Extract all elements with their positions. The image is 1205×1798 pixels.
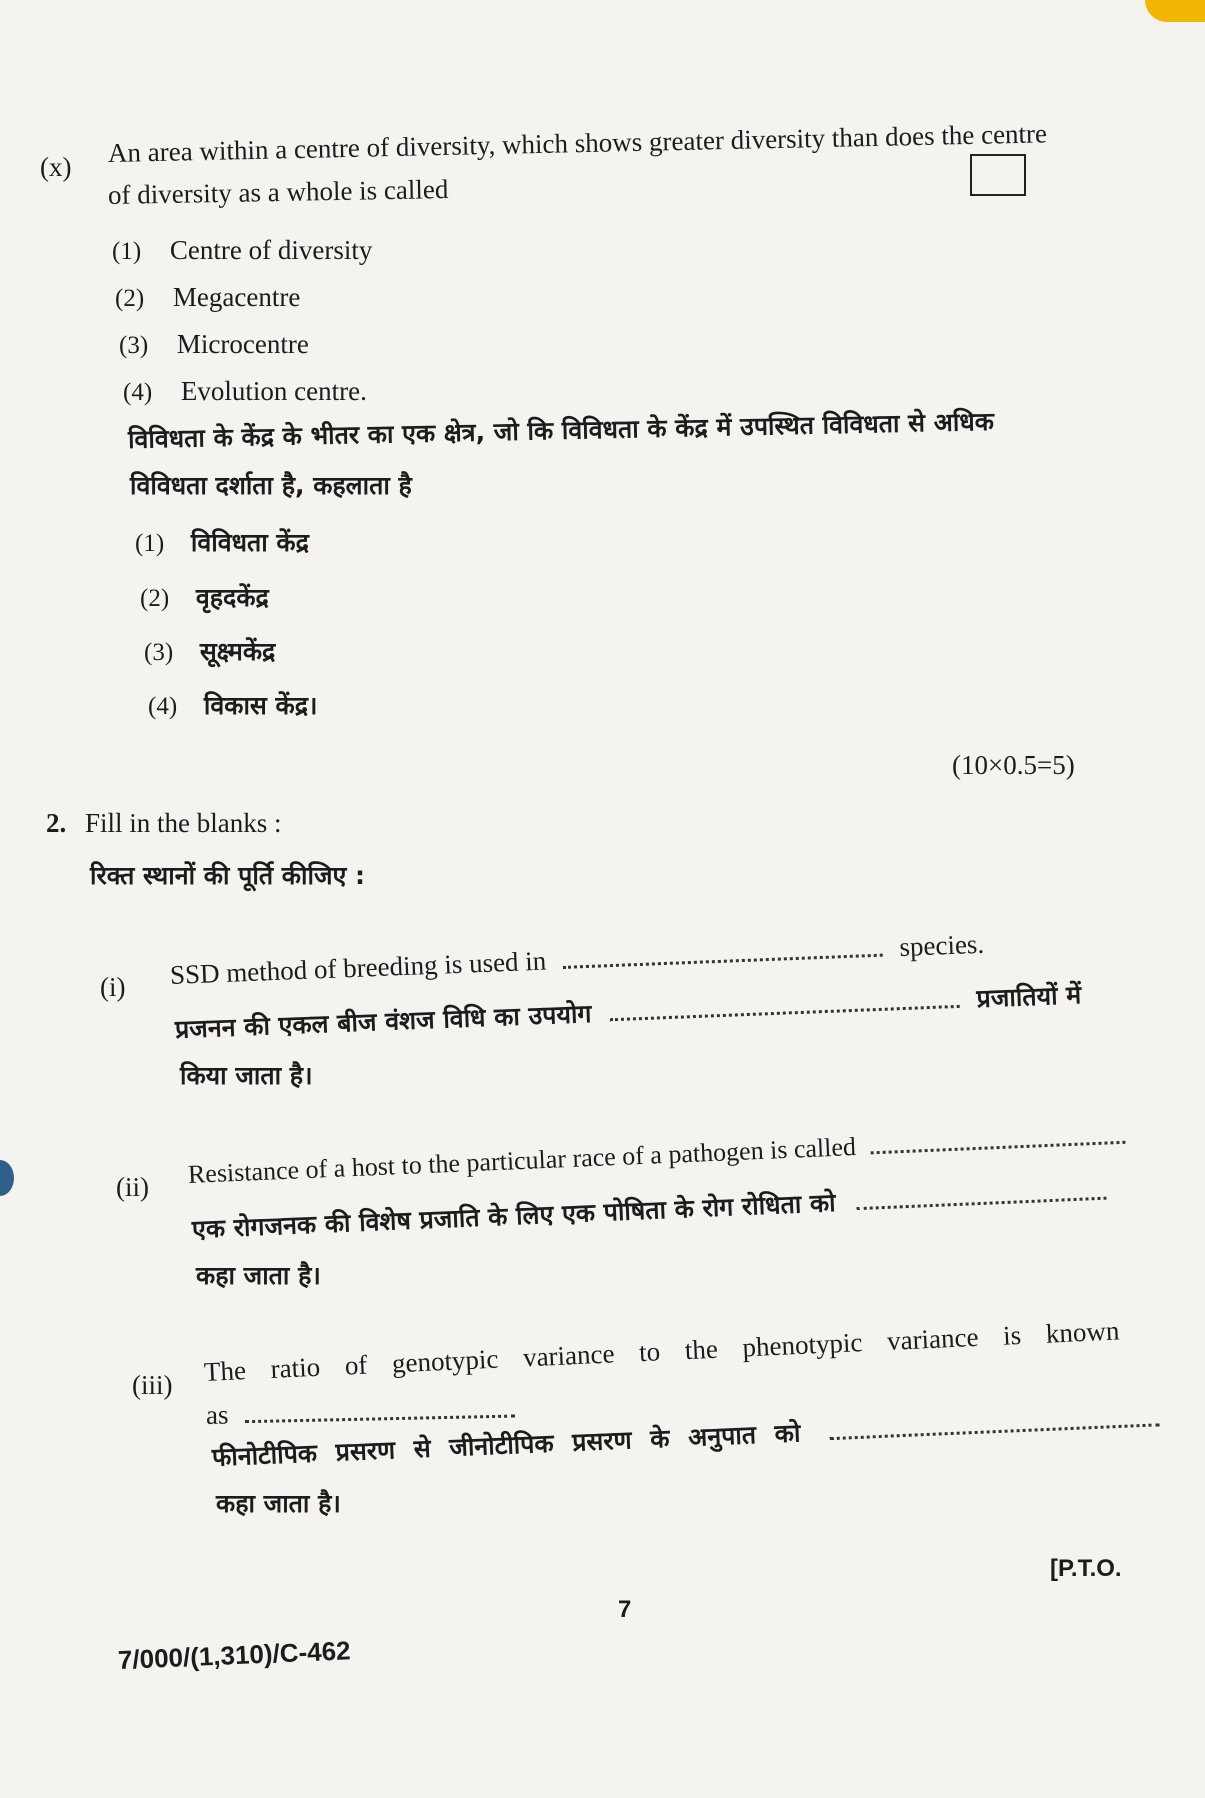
option-text: Centre of diversity xyxy=(169,235,373,265)
blank-field[interactable] xyxy=(871,1141,1126,1155)
item-i-hi-line2: किया जाता है। xyxy=(180,1061,313,1090)
question-2-header xyxy=(46,808,282,839)
item-text: फीनोटीपिक प्रसरण से जीनोटीपिक प्रसरण के अनुपात को xyxy=(211,1418,801,1472)
hindi-option-2 xyxy=(140,580,269,614)
item-text: SSD method of breeding is used in xyxy=(169,945,547,990)
option-4 xyxy=(123,376,367,407)
item-text: एक रोगजनक की विशेष प्रजाति के लिए एक पोषिता के रोग रोधिता को xyxy=(191,1188,837,1244)
option-number: (1) xyxy=(112,238,142,265)
item-label: (iii) xyxy=(132,1370,173,1400)
hindi-option-4 xyxy=(148,688,317,722)
hindi-option-1 xyxy=(135,525,309,559)
item-iii-en-line2 xyxy=(206,1394,516,1431)
option-number: (3) xyxy=(144,639,174,666)
corner-marker xyxy=(1145,0,1205,22)
option-2 xyxy=(115,282,300,313)
blank-field[interactable] xyxy=(245,1415,515,1424)
hindi-question-line2: विविधता दर्शाता है, कहलाता है xyxy=(130,471,412,500)
blank-field[interactable] xyxy=(829,1423,1159,1440)
pto-note: [P.T.O. xyxy=(1050,1555,1122,1582)
option-number: (1) xyxy=(135,530,165,557)
hole-punch xyxy=(0,1160,14,1196)
item-iii-hi-line2: कहा जाता है। xyxy=(216,1489,341,1518)
item-iii-en: The ratio of genotypic variance to the phenotypic variance is known xyxy=(203,1315,1120,1387)
item-text-after: प्रजातियों में xyxy=(976,980,1082,1014)
page-number: 7 xyxy=(618,1596,632,1623)
item-i-en xyxy=(169,929,984,991)
hindi-option-3 xyxy=(144,634,275,668)
option-text: Evolution centre. xyxy=(180,376,367,406)
item-text: Resistance of a host to the particular race of a pathogen is called xyxy=(187,1132,857,1189)
option-number: (2) xyxy=(140,585,170,612)
blank-field[interactable] xyxy=(563,954,883,969)
hindi-question-line1: विविधता के केंद्र के भीतर का एक क्षेत्र, जो कि विविधता के केंद्र में उपस्थित विविधता से अधिक xyxy=(127,406,995,454)
item-text: as xyxy=(205,1399,229,1430)
option-text: वृहदकेंद्र xyxy=(195,583,269,612)
option-number: (4) xyxy=(148,693,178,720)
option-number: (2) xyxy=(115,285,145,312)
option-number: (4) xyxy=(123,379,153,406)
item-label: (ii) xyxy=(116,1172,149,1202)
answer-box[interactable] xyxy=(970,154,1026,196)
question-title: Fill in the blanks : xyxy=(85,808,282,838)
blank-field[interactable] xyxy=(856,1197,1106,1210)
question-2-hindi-title: रिक्त स्थानों की पूर्ति कीजिए : xyxy=(90,861,366,890)
question-label: (x) xyxy=(40,152,72,182)
question-text-line2: of diversity as a whole is called xyxy=(107,174,449,210)
option-text: Megacentre xyxy=(172,282,301,312)
question-number: 2. xyxy=(46,808,67,838)
option-number: (3) xyxy=(119,332,149,359)
option-1 xyxy=(112,235,372,266)
item-i-hi xyxy=(174,977,1081,1046)
item-ii-hi-line2: कहा जाता है। xyxy=(196,1261,321,1290)
question-text-line1: An area within a centre of diversity, which shows greater diversity than does the centre xyxy=(107,118,1048,168)
option-text: Microcentre xyxy=(176,329,309,359)
option-text: सूक्ष्मकेंद्र xyxy=(199,637,276,666)
option-text: विविधता केंद्र xyxy=(190,528,309,557)
item-text-after: species. xyxy=(898,928,985,962)
item-label: (i) xyxy=(100,972,126,1002)
item-text: प्रजनन की एकल बीज वंशज विधि का उपयोग xyxy=(174,999,592,1044)
option-text: विकास केंद्र। xyxy=(203,691,318,720)
option-3 xyxy=(119,329,309,360)
item-ii-hi xyxy=(191,1174,1106,1246)
marks-allocation: (10×0.5=5) xyxy=(952,750,1075,780)
blank-field[interactable] xyxy=(610,1005,960,1021)
paper-code: 7/000/(1,310)/C-462 xyxy=(117,1635,352,1675)
